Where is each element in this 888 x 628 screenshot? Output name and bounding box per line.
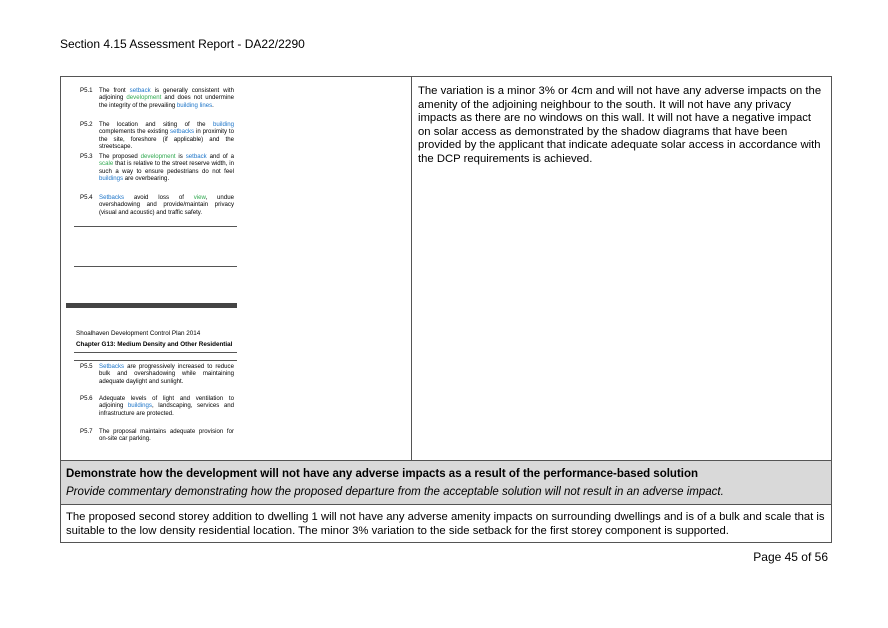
item-text xyxy=(99,87,234,109)
dcp-keyword: building lines xyxy=(176,101,213,109)
text-segment: avoid loss of xyxy=(124,194,194,201)
dcp-plan-title: Shoalhaven Development Control Plan 2014 xyxy=(76,330,201,337)
text-segment: and of a xyxy=(206,153,234,160)
text-segment: is generally consistent with adjoining xyxy=(99,87,234,102)
text-segment: and does not undermine the integrity of the prevailing xyxy=(99,94,234,109)
table-row xyxy=(61,77,831,461)
dcp-keyword: setback xyxy=(129,87,151,94)
item-text xyxy=(99,395,234,417)
item-number: P5.7 xyxy=(80,428,93,435)
dcp-keyword: development xyxy=(126,94,162,102)
text-segment: The location and siting of the xyxy=(99,121,213,128)
dcp-excerpt-cell xyxy=(61,77,412,460)
dcp-keyword: setbacks xyxy=(170,128,195,136)
variation-comment: The variation is a minor 3% or 4cm and will not have any adverse impacts on the amenity of the adjoining neighbour to the south. It will not have any privacy impacts as there are no windows on this wall. It will not have a negative impact on solar access as demonstrated by the shadow diagrams that have been provided by the applicant that indicate adequate solar access in accordance with the DCP requirements is achieved. xyxy=(418,85,822,165)
text-segment: The front xyxy=(99,87,130,94)
dcp-keyword: Setbacks xyxy=(99,363,125,370)
section-instruction: Provide commentary demonstrating how the proposed departure from the acceptable solution will not result in an adverse impact. xyxy=(66,486,724,498)
dcp-item-p5-5 xyxy=(80,363,234,385)
item-number: P5.4 xyxy=(80,194,93,201)
item-text xyxy=(99,153,234,182)
divider xyxy=(74,266,237,267)
dcp-keyword: development xyxy=(140,153,176,160)
dcp-keyword: buildings xyxy=(99,174,124,182)
dcp-chapter-title: Chapter G13: Medium Density and Other Residential xyxy=(76,341,233,348)
text-segment: are progressively increased to reduce bulk and overshadowing while maintaining adequate daylight and sunlight. xyxy=(99,363,234,385)
dcp-item-p5-2 xyxy=(80,121,234,150)
item-number: P5.2 xyxy=(80,121,93,128)
dcp-keyword: view xyxy=(193,194,206,201)
item-number: P5.3 xyxy=(80,153,93,160)
section-heading: Demonstrate how the development will not have any adverse impacts as a result of the performance-based solution xyxy=(66,468,699,480)
text-segment: The proposal maintains adequate provision for on-site car parking. xyxy=(99,428,234,443)
assessment-table xyxy=(60,76,832,543)
divider xyxy=(74,352,237,353)
text-segment: complements the existing xyxy=(99,128,171,136)
text-segment: is xyxy=(175,153,186,160)
divider xyxy=(74,226,237,227)
section-header-row xyxy=(61,461,831,505)
dcp-keyword: setback xyxy=(185,153,207,160)
item-number: P5.1 xyxy=(80,87,93,94)
conclusion-text: The proposed second storey addition to dwelling 1 will not have any adverse amenity impacts on surrounding dwellings and is of a bulk and scale that is suitable to the low density residential location. The minor 3% variation to the side setback for the first storey component is supported. xyxy=(66,511,825,537)
page-break-bar xyxy=(66,303,237,308)
text-segment: The proposed xyxy=(99,153,141,160)
dcp-item-p5-7 xyxy=(80,428,234,443)
item-text xyxy=(99,194,234,216)
dcp-keyword: scale xyxy=(99,160,114,168)
item-number: P5.5 xyxy=(80,363,93,370)
item-text xyxy=(99,428,234,443)
dcp-item-p5-4 xyxy=(80,194,234,216)
text-segment: , landscaping, services and infrastructure are protected. xyxy=(99,402,234,417)
text-segment: , undue overshadowing and provide/maintain privacy (visual and acoustic) and traffic safety. xyxy=(99,194,234,216)
text-segment: that is relative to the street reserve width, in such a way to ensure pedestrians do not feel xyxy=(99,160,234,175)
text-segment: Adequate levels of light and ventilation to adjoining xyxy=(99,395,234,410)
dcp-keyword: building xyxy=(212,121,234,128)
page-header: Section 4.15 Assessment Report - DA22/2290 xyxy=(60,37,305,51)
text-segment: in proximity to the site, foreshore (if applicable) and the streetscape. xyxy=(99,128,234,150)
dcp-item-p5-3 xyxy=(80,153,234,182)
text-segment: . xyxy=(212,101,214,109)
item-text xyxy=(99,121,234,150)
divider xyxy=(74,360,237,361)
text-segment: are overbearing. xyxy=(123,174,170,182)
item-number: P5.6 xyxy=(80,395,93,402)
dcp-item-p5-1 xyxy=(80,87,234,109)
page-number: Page 45 of 56 xyxy=(753,550,828,564)
item-text xyxy=(99,363,234,385)
dcp-keyword: Setbacks xyxy=(99,194,125,201)
dcp-item-p5-6 xyxy=(80,395,234,417)
dcp-keyword: buildings xyxy=(127,402,152,410)
